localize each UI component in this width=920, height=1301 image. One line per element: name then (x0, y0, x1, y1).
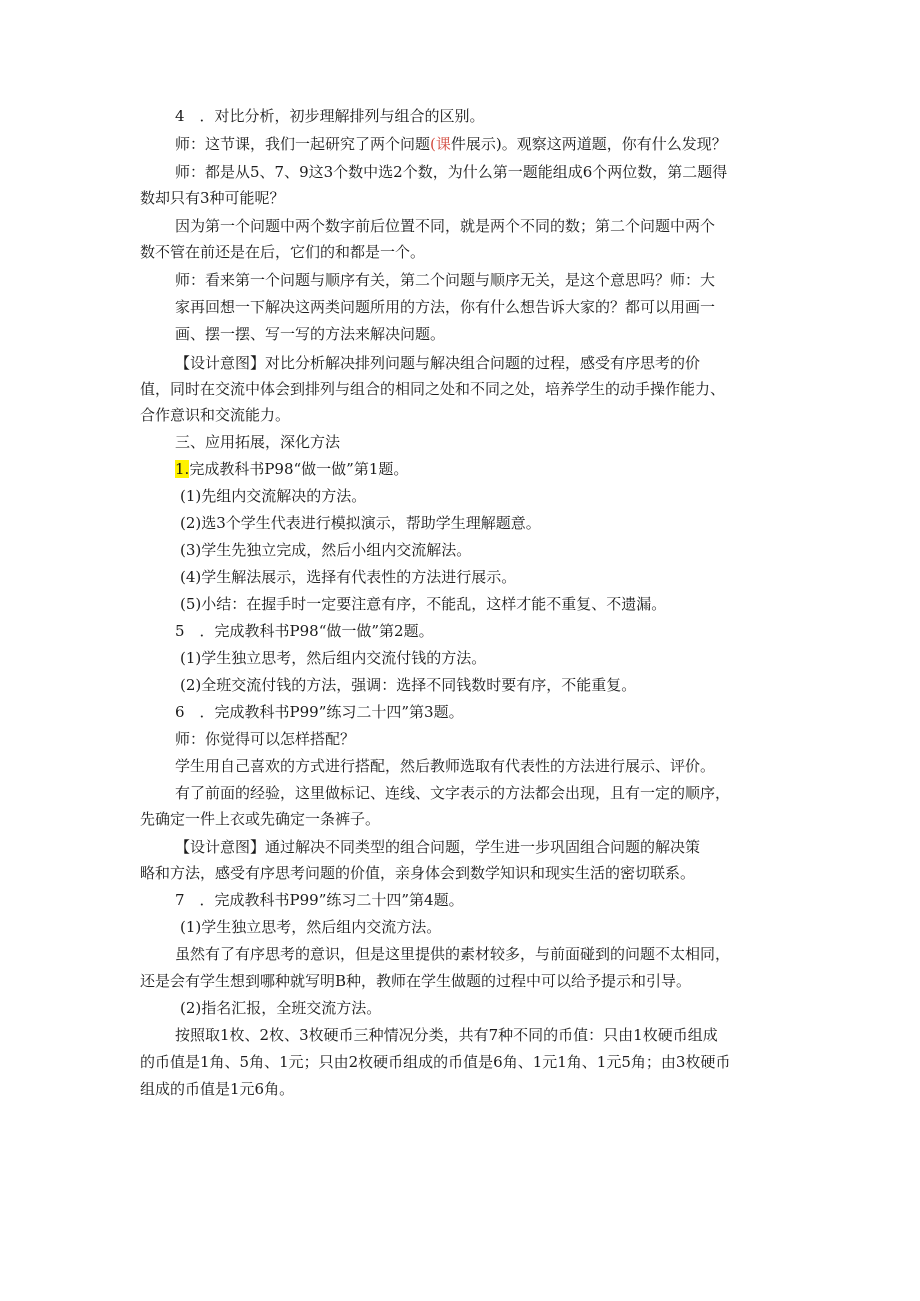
item-5-heading: 5 ．完成教科书P98“做一做”第2题。 (175, 622, 434, 640)
section-3-heading: 三、应用拓展，深化方法 (175, 433, 341, 451)
list-item: (1)学生独立思考，然后组内交流方法。 (180, 918, 442, 936)
paragraph-line (175, 132, 727, 156)
paragraph-line: 有了前面的经验，这里做标记、连线、文字表示的方法都会出现，且有一定的顺序， (175, 784, 731, 802)
section-4-heading: 4 ．对比分析，初步理解排列与组合的区别。 (175, 107, 485, 125)
list-item: (2)选3个学生代表进行模拟演示，帮助学生理解题意。 (180, 514, 541, 532)
item-7-heading: 7 ．完成教科书P99”练习二十四”第4题。 (175, 891, 464, 909)
paragraph-line: 家再回想一下解决这两类问题所用的方法，你有什么想告诉大家的？都可以用画一 (175, 298, 716, 316)
paragraph-line: 画、摆一摆、写一写的方法来解决问题。 (175, 325, 446, 343)
paragraph-line: 师：你觉得可以怎样搭配？ (175, 730, 356, 748)
item-1-heading (175, 457, 408, 481)
paragraph-line: 学生用自己喜欢的方式进行搭配，然后教师选取有代表性的方法进行展示、评价。 (175, 757, 716, 775)
design-intent-line: 【设计意图】对比分析解决排列问题与解决组合问题的过程，感受有序思考的价 (175, 354, 701, 372)
paragraph-line: 按照取1枚、2枚、3枚硬币三种情况分类，共有7种不同的币值：只由1枚硬币组成 (175, 1026, 718, 1044)
design-intent-line: 【设计意图】通过解决不同类型的组合问题，学生进一步巩固组合问题的解决策 (175, 838, 701, 856)
list-item: (2)全班交流付钱的方法，强调：选择不同钱数时要有序，不能重复。 (180, 676, 637, 694)
red-text-span: (课 (430, 135, 451, 153)
paragraph-line: 师：看来第一个问题与顺序有关，第二个问题与顺序无关，是这个意思吗？师：大 (175, 271, 716, 289)
design-intent-line: 值，同时在交流中体会到排列与组合的相同之处和不同之处，培养学生的动手操作能力、 (140, 380, 726, 398)
item-6-heading: 6 ．完成教科书P99”练习二十四”第3题。 (175, 703, 464, 721)
paragraph-line: 师：都是从5、7、9这3个数中选2个数，为什么第一题能组成6个两位数，第二题得 (175, 163, 728, 181)
list-item: (4)学生解法展示，选择有代表性的方法进行展示。 (180, 568, 517, 586)
list-item: (1)学生独立思考，然后组内交流付钱的方法。 (180, 649, 487, 667)
paragraph-line: 数不管在前还是在后，它们的和都是一个。 (140, 243, 426, 261)
list-item: (2)指名汇报，全班交流方法。 (180, 999, 382, 1017)
list-item: (3)学生先独立完成，然后小组内交流解法。 (180, 541, 472, 559)
text-span: 师：这节课，我们一起研究了两个问题 (175, 135, 431, 153)
paragraph-line: 先确定一件上衣或先确定一条裤子。 (140, 810, 381, 828)
text-span: 件展示)。观察这两道题，你有什么发现？ (450, 135, 727, 153)
paragraph-line: 的币值是1角、5角、1元；只由2枚硬币组成的币值是6角、1元1角、1元5角；由3枚硬币 (140, 1053, 731, 1071)
list-item: (5)小结：在握手时一定要注意有序，不能乱，这样才能不重复、不遗漏。 (180, 595, 667, 613)
design-intent-line: 略和方法，感受有序思考问题的价值，亲身体会到数学知识和现实生活的密切联系。 (140, 864, 696, 882)
text-span: 完成教科书P98“做一做”第1题。 (189, 460, 409, 478)
paragraph-line: 数却只有3种可能呢？ (140, 189, 285, 207)
list-item: (1)先组内交流解决的方法。 (180, 487, 367, 505)
paragraph-line: 组成的币值是1元6角。 (140, 1080, 295, 1098)
paragraph-line: 因为第一个问题中两个数字前后位置不同，就是两个不同的数；第二个问题中两个 (175, 217, 716, 235)
paragraph-line: 虽然有了有序思考的意识，但是这里提供的素材较多，与前面碰到的问题不太相同， (175, 945, 731, 963)
highlighted-number: 1. (175, 460, 190, 478)
design-intent-line: 合作意识和交流能力。 (140, 406, 291, 424)
paragraph-line: 还是会有学生想到哪种就写明B种，教师在学生做题的过程中可以给予提示和引导。 (140, 972, 692, 990)
